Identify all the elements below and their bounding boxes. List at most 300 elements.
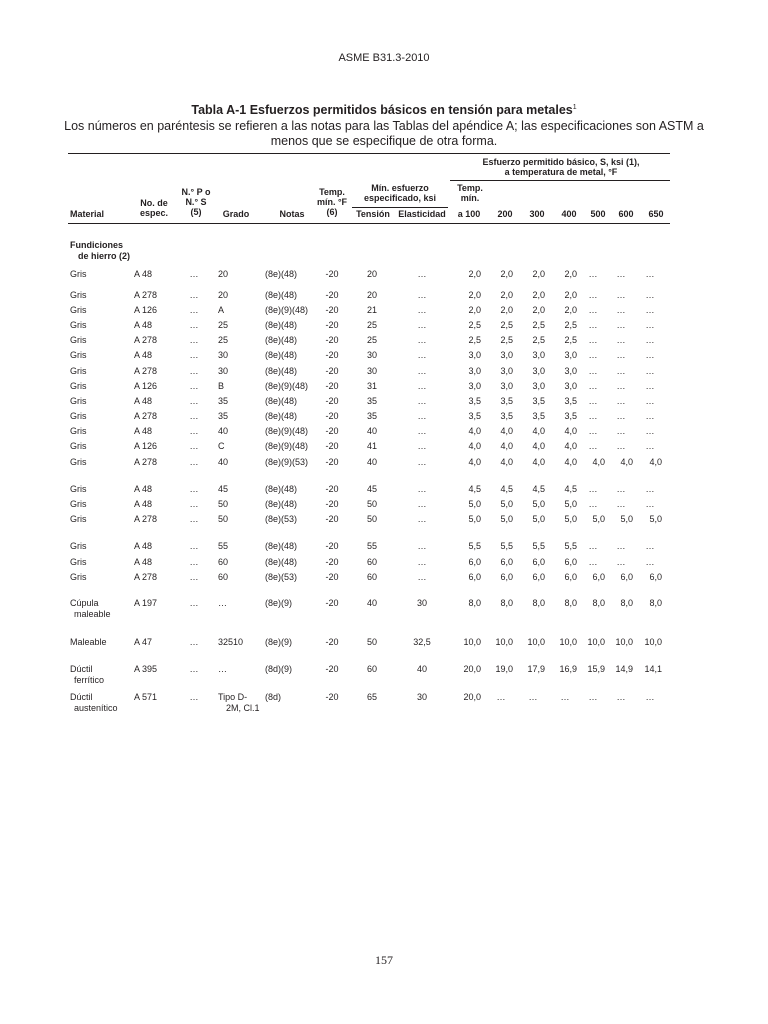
- cell-elasticity: …: [417, 396, 427, 406]
- cell-spec: A 126: [134, 441, 158, 451]
- cell-stress-6: …: [645, 692, 655, 702]
- cell-material: Gris: [70, 320, 87, 330]
- cell-stress-6: …: [645, 381, 655, 391]
- cell-elasticity: …: [417, 441, 427, 451]
- cell-spec: A 48: [134, 557, 153, 567]
- cell-spec: A 48: [134, 541, 153, 551]
- col-header-temp-5: 600: [618, 209, 634, 219]
- cell-tension: 31: [366, 381, 377, 391]
- allowable-stress-rule: [450, 180, 670, 181]
- cell-stress-2: 5,5: [532, 541, 545, 551]
- col-header-pno: N.° S: [185, 197, 207, 207]
- cell-elasticity: 30: [416, 598, 427, 608]
- cell-stress-1: 4,0: [500, 441, 513, 451]
- cell-stress-1: …: [496, 692, 506, 702]
- cell-stress-2: 8,0: [532, 598, 545, 608]
- col-header-tension: Tensión: [356, 209, 390, 219]
- cell-notes: (8e)(48): [265, 541, 298, 551]
- cell-stress-5: 10,0: [615, 637, 633, 647]
- cell-pno: …: [189, 396, 199, 406]
- col-header-allowable-stress: a temperatura de metal, °F: [504, 167, 618, 177]
- col-header-grade: Grado: [222, 209, 250, 219]
- cell-stress-3: 6,0: [564, 557, 577, 567]
- cell-grade: C: [218, 441, 225, 451]
- cell-spec: A 48: [134, 320, 153, 330]
- cell-spec: A 395: [134, 664, 158, 674]
- cell-stress-3: 2,0: [564, 269, 577, 279]
- cell-stress-5: …: [616, 305, 626, 315]
- cell-stress-0: 2,0: [468, 290, 481, 300]
- cell-pno: …: [189, 320, 199, 330]
- cell-pno: …: [189, 664, 199, 674]
- col-header-min-temp: (6): [326, 207, 338, 217]
- cell-material: Gris: [70, 366, 87, 376]
- cell-stress-0: 5,0: [468, 514, 481, 524]
- cell-tension: 60: [366, 557, 377, 567]
- cell-grade: 60: [218, 557, 229, 567]
- cell-material: Dúctil: [70, 664, 93, 674]
- cell-spec: A 126: [134, 381, 158, 391]
- cell-stress-6: 14,1: [644, 664, 662, 674]
- cell-min-temp: -20: [325, 269, 339, 279]
- cell-stress-2: …: [528, 692, 538, 702]
- cell-elasticity: …: [417, 484, 427, 494]
- cell-pno: …: [189, 366, 199, 376]
- cell-spec: A 48: [134, 484, 153, 494]
- cell-stress-4: 6,0: [592, 572, 605, 582]
- col-header-notes: Notas: [279, 209, 305, 219]
- cell-elasticity: …: [417, 305, 427, 315]
- cell-spec: A 278: [134, 290, 158, 300]
- cell-spec: A 48: [134, 269, 153, 279]
- cell-notes: (8e)(9)(48): [265, 381, 309, 391]
- table-top-rule: [68, 153, 670, 154]
- cell-stress-2: 3,0: [532, 350, 545, 360]
- cell-stress-3: 2,5: [564, 320, 577, 330]
- cell-notes: (8e)(9): [265, 598, 293, 608]
- col-header-min-temp: mín. °F: [316, 197, 348, 207]
- cell-stress-0: 4,0: [468, 441, 481, 451]
- cell-grade: 20: [218, 290, 229, 300]
- cell-spec: A 278: [134, 411, 158, 421]
- cell-min-temp: -20: [325, 457, 339, 467]
- cell-pno: …: [189, 598, 199, 608]
- cell-stress-3: 4,5: [564, 484, 577, 494]
- cell-grade: 60: [218, 572, 229, 582]
- cell-notes: (8e)(48): [265, 320, 298, 330]
- cell-stress-3: 3,0: [564, 366, 577, 376]
- cell-stress-5: 4,0: [620, 457, 633, 467]
- cell-stress-4: 5,0: [592, 514, 605, 524]
- cell-min-temp: -20: [325, 366, 339, 376]
- cell-min-temp: -20: [325, 320, 339, 330]
- cell-stress-1: 2,0: [500, 305, 513, 315]
- cell-stress-2: 17,9: [527, 664, 545, 674]
- cell-grade: Tipo D-: [218, 692, 248, 702]
- cell-grade: …: [218, 664, 227, 674]
- cell-notes: (8e)(48): [265, 484, 298, 494]
- cell-stress-4: …: [588, 484, 598, 494]
- cell-stress-5: …: [616, 441, 626, 451]
- cell-elasticity: …: [417, 290, 427, 300]
- cell-min-temp: -20: [325, 514, 339, 524]
- cell-spec: A 571: [134, 692, 158, 702]
- cell-min-temp: -20: [325, 426, 339, 436]
- col-header-material: Material: [70, 209, 105, 219]
- cell-pno: …: [189, 290, 199, 300]
- cell-stress-4: 10,0: [587, 637, 605, 647]
- cell-stress-1: 19,0: [495, 664, 513, 674]
- cell-pno: …: [189, 269, 199, 279]
- cell-stress-3: …: [560, 692, 570, 702]
- cell-elasticity: …: [417, 426, 427, 436]
- cell-spec: A 126: [134, 305, 158, 315]
- cell-grade: 40: [218, 426, 229, 436]
- cell-stress-6: …: [645, 411, 655, 421]
- cell-stress-3: 6,0: [564, 572, 577, 582]
- cell-elasticity: …: [417, 335, 427, 345]
- cell-stress-4: …: [588, 305, 598, 315]
- cell-notes: (8e)(48): [265, 411, 298, 421]
- cell-material: Gris: [70, 426, 87, 436]
- cell-tension: 60: [366, 572, 377, 582]
- cell-notes: (8e)(53): [265, 514, 298, 524]
- cell-grade: …: [218, 598, 227, 608]
- cell-stress-6: 4,0: [649, 457, 662, 467]
- cell-material: Gris: [70, 557, 87, 567]
- cell-pno: …: [189, 692, 199, 702]
- cell-stress-4: …: [588, 350, 598, 360]
- cell-elasticity: …: [417, 320, 427, 330]
- cell-stress-3: 3,5: [564, 396, 577, 406]
- cell-min-temp: -20: [325, 350, 339, 360]
- cell-stress-1: 3,5: [500, 396, 513, 406]
- cell-stress-0: 4,0: [468, 457, 481, 467]
- cell-pno: …: [189, 637, 199, 647]
- cell-stress-5: …: [616, 335, 626, 345]
- cell-material: Gris: [70, 335, 87, 345]
- cell-notes: (8e)(48): [265, 499, 298, 509]
- cell-tension: 40: [366, 457, 377, 467]
- cell-stress-5: …: [616, 541, 626, 551]
- cell-stress-6: …: [645, 557, 655, 567]
- cell-material: Gris: [70, 499, 87, 509]
- cell-spec: A 278: [134, 457, 158, 467]
- col-header-spec: No. de: [140, 198, 168, 208]
- cell-stress-3: 4,0: [564, 441, 577, 451]
- col-header-temp-1: 200: [497, 209, 513, 219]
- cell-tension: 41: [366, 441, 377, 451]
- cell-min-temp: -20: [325, 441, 339, 451]
- cell-stress-5: …: [616, 381, 626, 391]
- cell-tension: 45: [366, 484, 377, 494]
- cell-stress-5: 14,9: [615, 664, 633, 674]
- cell-stress-2: 2,5: [532, 335, 545, 345]
- cell-stress-6: 6,0: [649, 572, 662, 582]
- cell-material: Gris: [70, 441, 87, 451]
- cell-min-temp: -20: [325, 396, 339, 406]
- col-header-spec: espec.: [139, 208, 169, 218]
- cell-tension: 25: [366, 335, 377, 345]
- cell-stress-1: 3,5: [500, 411, 513, 421]
- cell-material: ferrítico: [74, 675, 105, 685]
- cell-stress-6: …: [645, 320, 655, 330]
- cell-grade: 2M, Cl.1: [226, 703, 260, 713]
- cell-notes: (8e)(48): [265, 557, 298, 567]
- cell-notes: (8e)(48): [265, 269, 298, 279]
- cell-spec: A 48: [134, 426, 153, 436]
- cell-stress-3: 4,0: [564, 457, 577, 467]
- cell-elasticity: …: [417, 381, 427, 391]
- cell-material: Maleable: [70, 637, 107, 647]
- cell-stress-1: 2,5: [500, 335, 513, 345]
- cell-stress-1: 5,5: [500, 541, 513, 551]
- cell-pno: …: [189, 514, 199, 524]
- cell-material: Dúctil: [70, 692, 93, 702]
- cell-grade: 35: [218, 411, 229, 421]
- cell-spec: A 197: [134, 598, 158, 608]
- cell-spec: A 47: [134, 637, 153, 647]
- cell-stress-1: 2,5: [500, 320, 513, 330]
- cell-stress-0: 8,0: [468, 598, 481, 608]
- cell-stress-3: 10,0: [559, 637, 577, 647]
- cell-elasticity: …: [417, 366, 427, 376]
- cell-pno: …: [189, 426, 199, 436]
- cell-min-temp: -20: [325, 411, 339, 421]
- cell-stress-4: 8,0: [592, 598, 605, 608]
- cell-notes: (8e)(53): [265, 572, 298, 582]
- cell-tension: 40: [366, 598, 377, 608]
- cell-stress-6: …: [645, 335, 655, 345]
- table-title-text: Tabla A-1 Esfuerzos permitidos básicos en tensión para metales: [191, 103, 573, 117]
- cell-stress-3: 3,0: [564, 381, 577, 391]
- cell-tension: 20: [366, 290, 377, 300]
- cell-min-temp: -20: [325, 664, 339, 674]
- cell-grade: 40: [218, 457, 229, 467]
- cell-min-temp: -20: [325, 381, 339, 391]
- cell-elasticity: 32,5: [413, 637, 431, 647]
- cell-stress-6: …: [645, 426, 655, 436]
- cell-stress-2: 2,5: [532, 320, 545, 330]
- cell-pno: …: [189, 457, 199, 467]
- col-header-temp-4: 500: [590, 209, 606, 219]
- cell-material: Gris: [70, 457, 87, 467]
- cell-stress-0: 3,5: [468, 411, 481, 421]
- cell-tension: 65: [366, 692, 377, 702]
- cell-stress-1: 8,0: [500, 598, 513, 608]
- cell-notes: (8e)(9)(48): [265, 305, 309, 315]
- cell-stress-4: …: [588, 290, 598, 300]
- cell-tension: 21: [366, 305, 377, 315]
- cell-stress-6: …: [645, 396, 655, 406]
- cell-grade: 32510: [218, 637, 244, 647]
- cell-tension: 30: [366, 366, 377, 376]
- cell-stress-5: …: [616, 269, 626, 279]
- cell-stress-5: …: [616, 396, 626, 406]
- cell-stress-0: 4,0: [468, 426, 481, 436]
- cell-pno: …: [189, 411, 199, 421]
- cell-stress-2: 2,0: [532, 269, 545, 279]
- cell-stress-1: 4,0: [500, 426, 513, 436]
- cell-elasticity: …: [417, 269, 427, 279]
- cell-stress-0: 2,5: [468, 335, 481, 345]
- cell-material: Gris: [70, 305, 87, 315]
- col-header-min-temp-stress: mín.: [460, 193, 480, 203]
- cell-grade: A: [218, 305, 225, 315]
- cell-stress-5: …: [616, 484, 626, 494]
- cell-stress-6: …: [645, 366, 655, 376]
- cell-stress-3: 16,9: [559, 664, 577, 674]
- cell-stress-4: …: [588, 411, 598, 421]
- cell-min-temp: -20: [325, 484, 339, 494]
- col-header-pno: N.° P o: [181, 187, 211, 197]
- col-header-temp-0: a 100: [457, 209, 481, 219]
- cell-stress-1: 3,0: [500, 381, 513, 391]
- cell-stress-2: 4,5: [532, 484, 545, 494]
- cell-stress-1: 6,0: [500, 557, 513, 567]
- cell-stress-4: …: [588, 557, 598, 567]
- cell-grade: 55: [218, 541, 229, 551]
- cell-stress-4: …: [588, 426, 598, 436]
- cell-stress-1: 4,5: [500, 484, 513, 494]
- header-bottom-rule: [68, 223, 670, 224]
- cell-stress-4: …: [588, 269, 598, 279]
- cell-grade: 20: [218, 269, 229, 279]
- running-header: ASME B31.3-2010: [338, 52, 430, 64]
- cell-stress-2: 4,0: [532, 441, 545, 451]
- cell-min-temp: -20: [325, 637, 339, 647]
- cell-elasticity: …: [417, 350, 427, 360]
- cell-notes: (8e)(48): [265, 350, 298, 360]
- cell-stress-2: 3,0: [532, 366, 545, 376]
- cell-spec: A 48: [134, 499, 153, 509]
- cell-elasticity: 30: [416, 692, 427, 702]
- cell-grade: 45: [218, 484, 229, 494]
- cell-stress-5: …: [616, 426, 626, 436]
- cell-material: Gris: [70, 350, 87, 360]
- cell-stress-2: 3,0: [532, 381, 545, 391]
- cell-min-temp: -20: [325, 290, 339, 300]
- cell-stress-2: 3,5: [532, 411, 545, 421]
- cell-tension: 35: [366, 396, 377, 406]
- cell-grade: B: [218, 381, 225, 391]
- cell-stress-3: 5,5: [564, 541, 577, 551]
- cell-stress-4: …: [588, 499, 598, 509]
- cell-elasticity: …: [417, 499, 427, 509]
- cell-stress-6: …: [645, 290, 655, 300]
- cell-stress-5: 8,0: [620, 598, 633, 608]
- cell-stress-6: …: [645, 305, 655, 315]
- cell-material: Gris: [70, 411, 87, 421]
- cell-stress-5: …: [616, 411, 626, 421]
- cell-spec: A 278: [134, 366, 158, 376]
- cell-stress-4: …: [588, 396, 598, 406]
- col-header-min-temp-stress: Temp.: [457, 183, 483, 193]
- cell-stress-2: 2,0: [532, 305, 545, 315]
- cell-min-temp: -20: [325, 572, 339, 582]
- cell-stress-1: 2,0: [500, 290, 513, 300]
- title-footnote-mark: 1: [572, 103, 577, 111]
- col-header-min-temp: Temp.: [319, 187, 345, 197]
- cell-pno: …: [189, 499, 199, 509]
- cell-grade: 50: [218, 499, 229, 509]
- group-label: de hierro (2): [78, 251, 131, 261]
- cell-stress-0: 20,0: [463, 692, 481, 702]
- cell-material: Gris: [70, 484, 87, 494]
- cell-tension: 50: [366, 514, 377, 524]
- cell-stress-2: 2,0: [532, 290, 545, 300]
- cell-stress-1: 5,0: [500, 514, 513, 524]
- cell-elasticity: …: [417, 411, 427, 421]
- cell-stress-4: …: [588, 320, 598, 330]
- col-header-min-stress: Mín. esfuerzo: [371, 183, 429, 193]
- cell-stress-2: 6,0: [532, 557, 545, 567]
- cell-notes: (8e)(48): [265, 335, 298, 345]
- cell-stress-3: 2,0: [564, 305, 577, 315]
- col-header-temp-2: 300: [529, 209, 545, 219]
- cell-notes: (8e)(48): [265, 396, 298, 406]
- cell-stress-1: 2,0: [500, 269, 513, 279]
- cell-stress-0: 3,5: [468, 396, 481, 406]
- cell-stress-2: 4,0: [532, 457, 545, 467]
- cell-pno: …: [189, 572, 199, 582]
- cell-stress-4: …: [588, 692, 598, 702]
- cell-min-temp: -20: [325, 335, 339, 345]
- cell-stress-4: …: [588, 381, 598, 391]
- cell-material: austenítico: [74, 703, 118, 713]
- cell-stress-5: …: [616, 366, 626, 376]
- cell-stress-3: 5,0: [564, 514, 577, 524]
- cell-elasticity: 40: [416, 664, 427, 674]
- cell-stress-6: …: [645, 484, 655, 494]
- cell-stress-3: 3,0: [564, 350, 577, 360]
- cell-min-temp: -20: [325, 598, 339, 608]
- cell-stress-1: 5,0: [500, 499, 513, 509]
- cell-grade: 30: [218, 366, 229, 376]
- cell-stress-4: …: [588, 441, 598, 451]
- cell-stress-3: 2,0: [564, 290, 577, 300]
- cell-stress-2: 10,0: [527, 637, 545, 647]
- cell-pno: …: [189, 335, 199, 345]
- cell-pno: …: [189, 441, 199, 451]
- cell-stress-1: 3,0: [500, 350, 513, 360]
- cell-stress-5: …: [616, 290, 626, 300]
- cell-stress-3: 8,0: [564, 598, 577, 608]
- cell-grade: 25: [218, 335, 229, 345]
- cell-stress-4: …: [588, 366, 598, 376]
- cell-tension: 60: [366, 664, 377, 674]
- cell-stress-0: 4,5: [468, 484, 481, 494]
- cell-stress-2: 3,5: [532, 396, 545, 406]
- cell-stress-4: 15,9: [587, 664, 605, 674]
- cell-stress-0: 10,0: [463, 637, 481, 647]
- cell-stress-0: 2,0: [468, 305, 481, 315]
- cell-stress-0: 5,5: [468, 541, 481, 551]
- cell-pno: …: [189, 541, 199, 551]
- cell-elasticity: …: [417, 541, 427, 551]
- cell-tension: 40: [366, 426, 377, 436]
- cell-stress-2: 4,0: [532, 426, 545, 436]
- cell-material: Gris: [70, 541, 87, 551]
- cell-stress-1: 4,0: [500, 457, 513, 467]
- cell-grade: 50: [218, 514, 229, 524]
- cell-stress-0: 3,0: [468, 366, 481, 376]
- cell-stress-0: 20,0: [463, 664, 481, 674]
- cell-stress-6: …: [645, 499, 655, 509]
- cell-material: Gris: [70, 290, 87, 300]
- cell-tension: 50: [366, 499, 377, 509]
- cell-spec: A 278: [134, 514, 158, 524]
